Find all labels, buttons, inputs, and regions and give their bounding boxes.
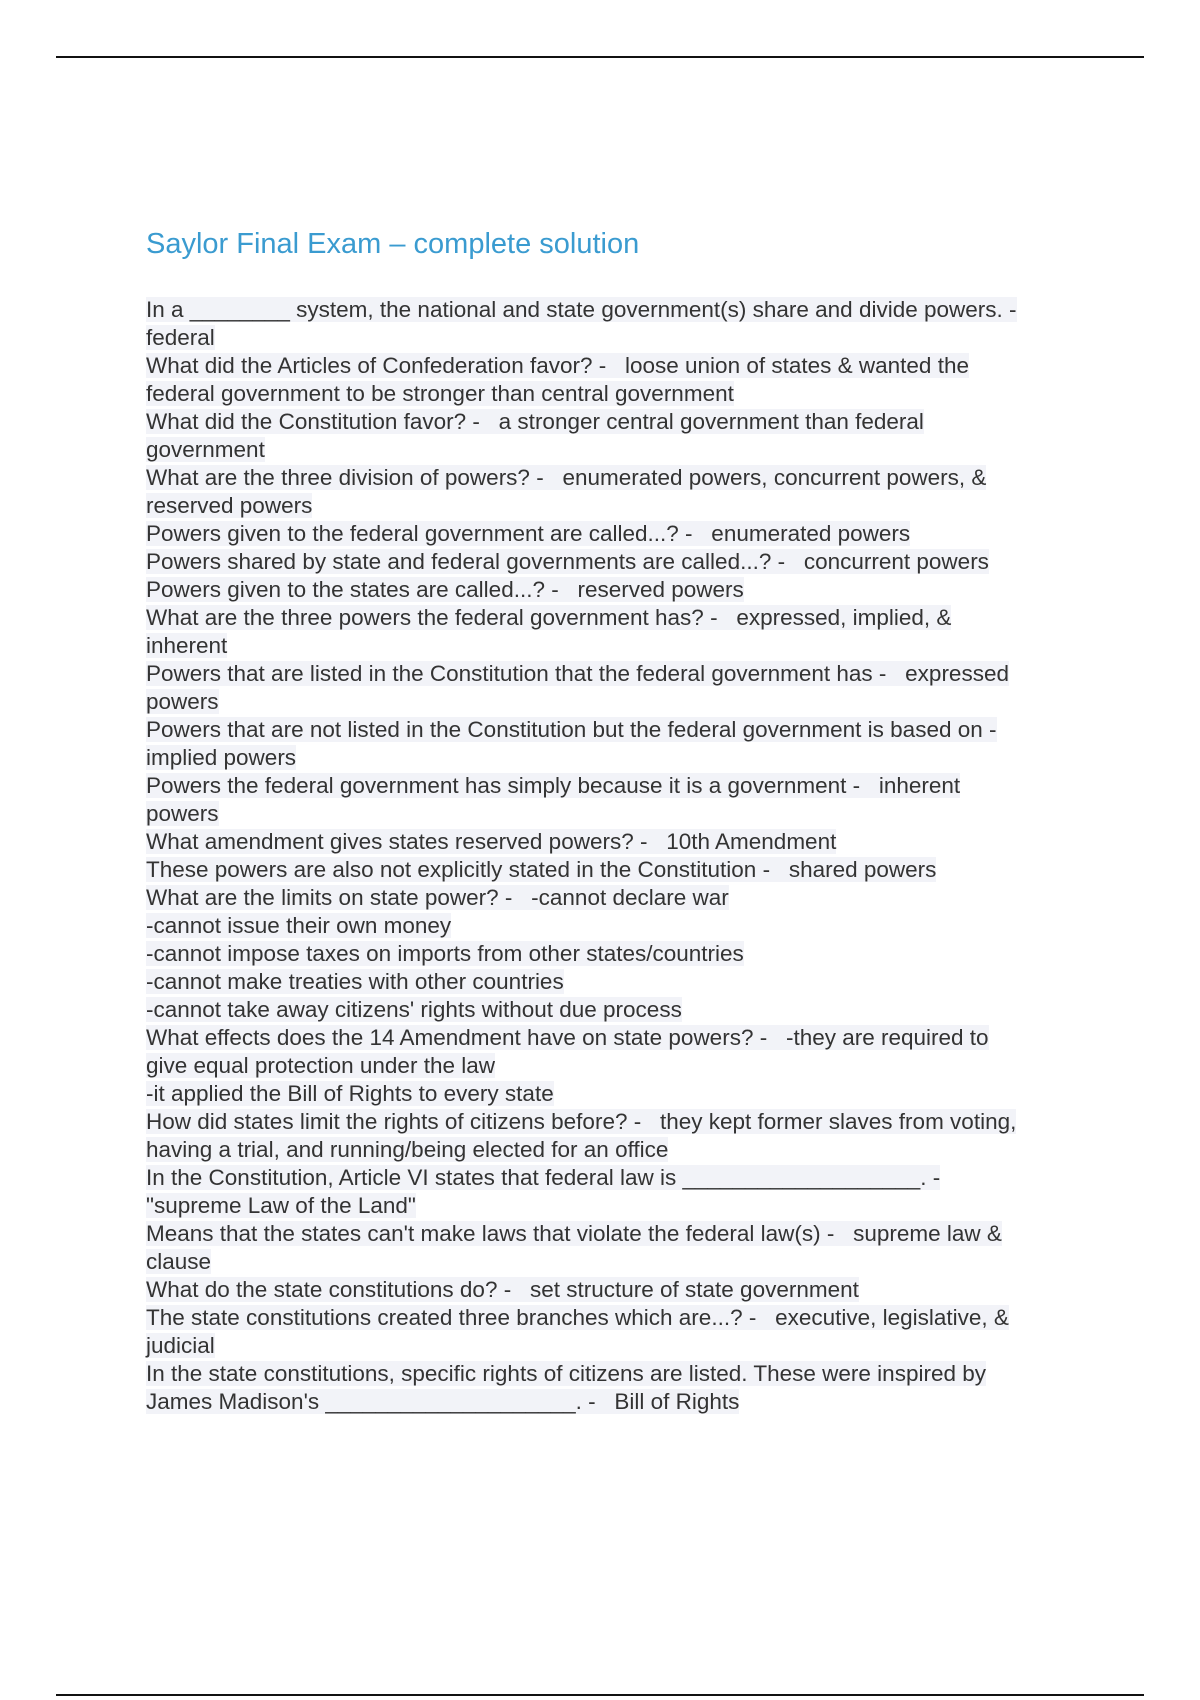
text-line: What are the three powers the federal government has? - expressed, implied, &	[146, 605, 952, 630]
text-line: Powers the federal government has simply because it is a government - inherent	[146, 773, 961, 798]
text-line: Powers that are not listed in the Constitution but the federal government is based on -	[146, 717, 997, 742]
text-line: The state constitutions created three branches which are...? - executive, legislative, &	[146, 1305, 1009, 1330]
text-line: In the Constitution, Article VI states that federal law is ___________________. -	[146, 1165, 941, 1190]
text-line: What effects does the 14 Amendment have on state powers? - -they are required to	[146, 1025, 989, 1050]
text-line: inherent	[146, 633, 228, 658]
text-line: -it applied the Bill of Rights to every state	[146, 1081, 554, 1106]
text-line: James Madison's ____________________. - Bill of Rights	[146, 1389, 740, 1414]
text-line: -cannot take away citizens' rights without due process	[146, 997, 682, 1022]
bottom-rule	[56, 1694, 1144, 1696]
text-line: having a trial, and running/being elected for an office	[146, 1137, 669, 1162]
document-title: Saylor Final Exam – complete solution	[146, 228, 640, 260]
top-rule	[56, 56, 1144, 58]
text-line: federal	[146, 325, 215, 350]
text-line: Powers shared by state and federal governments are called...? - concurrent powers	[146, 549, 989, 574]
text-line: government	[146, 437, 265, 462]
text-line: In a ________ system, the national and state government(s) share and divide powers. -	[146, 297, 1017, 322]
text-line: clause	[146, 1249, 212, 1274]
text-line: What did the Articles of Confederation favor? - loose union of states & wanted the	[146, 353, 969, 378]
qa-body	[146, 296, 1096, 1416]
text-line: -cannot make treaties with other countries	[146, 969, 564, 994]
text-line: How did states limit the rights of citizens before? - they kept former slaves from voting,	[146, 1109, 1017, 1134]
text-line: implied powers	[146, 745, 297, 770]
text-line: What amendment gives states reserved powers? - 10th Amendment	[146, 829, 837, 854]
text-line: What are the limits on state power? - -cannot declare war	[146, 885, 729, 910]
text-line: judicial	[146, 1333, 215, 1358]
text-line: Powers given to the states are called...? - reserved powers	[146, 577, 744, 602]
text-line: Powers that are listed in the Constitution that the federal government has - expressed	[146, 661, 1009, 686]
text-line: Powers given to the federal government are called...? - enumerated powers	[146, 521, 911, 546]
text-line: What did the Constitution favor? - a stronger central government than federal	[146, 409, 924, 434]
text-line: In the state constitutions, specific rights of citizens are listed. These were inspired by	[146, 1361, 986, 1386]
text-line: -cannot impose taxes on imports from other states/countries	[146, 941, 744, 966]
text-line: federal government to be stronger than central government	[146, 381, 734, 406]
text-line: give equal protection under the law	[146, 1053, 495, 1078]
text-line: powers	[146, 689, 219, 714]
text-line: "supreme Law of the Land"	[146, 1193, 416, 1218]
text-line: reserved powers	[146, 493, 313, 518]
text-line: powers	[146, 801, 219, 826]
text-line: -cannot issue their own money	[146, 913, 452, 938]
text-line: What do the state constitutions do? - set structure of state government	[146, 1277, 859, 1302]
text-line: Means that the states can't make laws that violate the federal law(s) - supreme law &	[146, 1221, 1002, 1246]
text-line: These powers are also not explicitly stated in the Constitution - shared powers	[146, 857, 937, 882]
text-line: What are the three division of powers? - enumerated powers, concurrent powers, &	[146, 465, 987, 490]
